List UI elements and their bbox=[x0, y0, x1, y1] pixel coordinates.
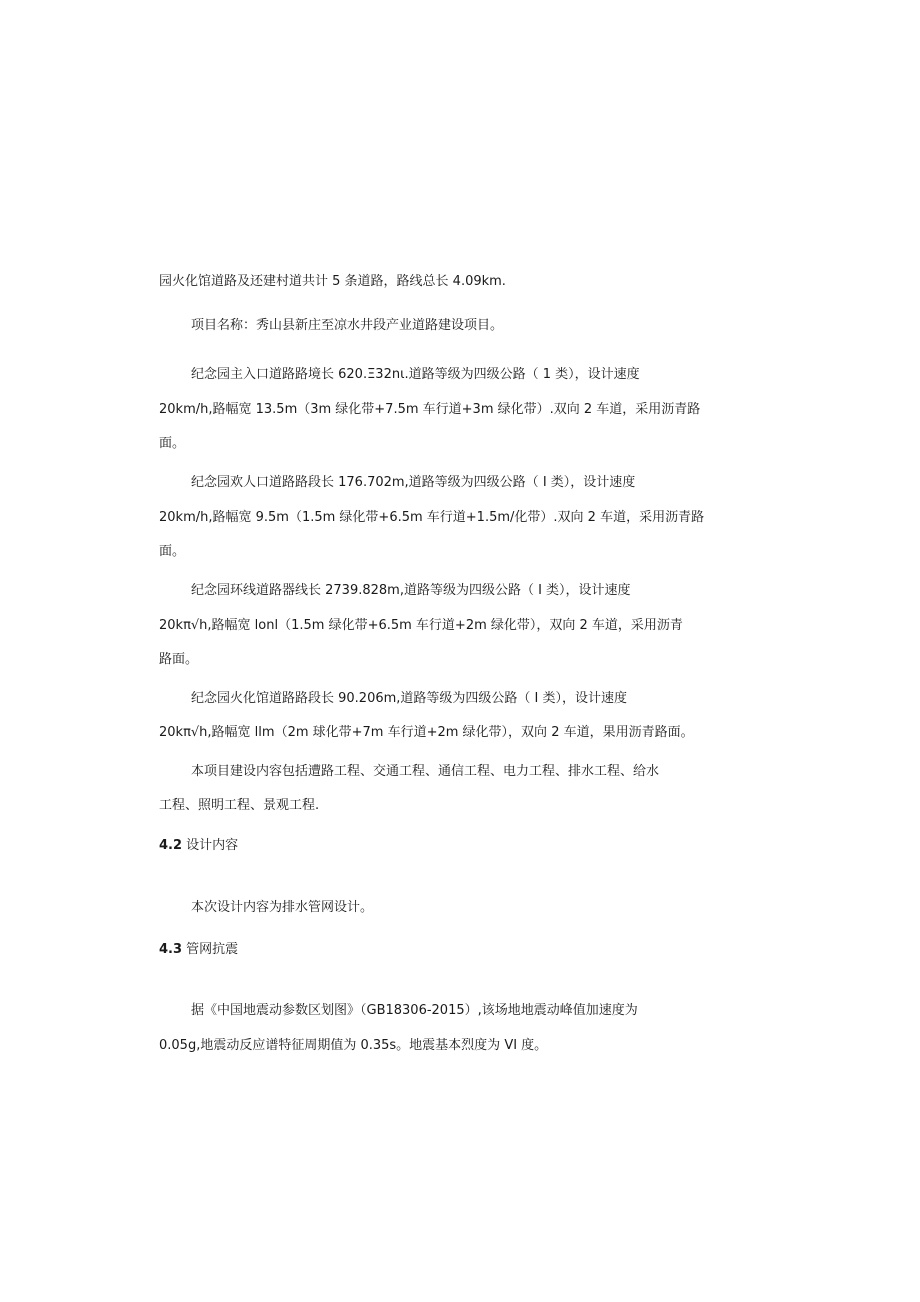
road2-line1: 纪念园欢人口道路路段长 176.702m,道路等级为四级公路（ I 类），设计速度 bbox=[191, 475, 636, 490]
section-4-2-number: 4.2 bbox=[159, 838, 183, 853]
intro-line: 园火化馆道路及还建村道共计 5 条道路，路线总长 4.09km. bbox=[159, 274, 506, 289]
section-4-3-line2: 0.05g,地震动反应谱特征周期值为 0.35s。地震基本烈度为 VI 度。 bbox=[159, 1038, 548, 1053]
road1-line1: 纪念园主入口道路路境长 620.Ξ32nι.道路等级为四级公路（ 1 类），设计速度 bbox=[191, 367, 640, 382]
section-4-2-heading bbox=[159, 837, 238, 855]
road1-line2: 20km/h,路幅宽 13.5m（3m 绿化带+7.5m 车行道+3m 绿化带）.双向 2 车道，采用沥青路 bbox=[159, 402, 701, 417]
scope-line1: 本项目建设内容包括遭路工程、交通工程、通信工程、电力工程、排水工程、给水 bbox=[191, 764, 660, 779]
section-4-3-line1: 据《中国地震动参数区划图》（GB18306-2015）,该场地地震动峰值加速度为 bbox=[191, 1003, 638, 1018]
road3-line1: 纪念园环线道路器线长 2739.828m,道路等级为四级公路（ I 类），设计速度 bbox=[191, 583, 631, 598]
section-4-3-heading bbox=[159, 941, 238, 959]
project-name-line: 项目名称：秀山县新庄至凉水井段产业道路建设项目。 bbox=[191, 318, 504, 333]
road4-line2: 20kπ√h,路幅宽 llm（2m 球化带+7m 车行道+2m 绿化带），双向 2 车道，果用沥青路面。 bbox=[159, 725, 694, 740]
section-4-2-title: 设计内容 bbox=[186, 838, 239, 853]
road2-line3: 面。 bbox=[159, 544, 186, 559]
section-4-3-title: 管网抗震 bbox=[186, 942, 239, 957]
road3-line3: 路面。 bbox=[159, 652, 199, 667]
road3-line2: 20kπ√h,路幅宽 lonl（1.5m 绿化带+6.5m 车行道+2m 绿化带），双向 2 车道，采用沥青 bbox=[159, 618, 683, 633]
road1-line3: 面。 bbox=[159, 436, 186, 451]
road2-line2: 20km/h,路幅宽 9.5m（1.5m 绿化带+6.5m 车行道+1.5m/化带）.双向 2 车道，采用沥青路 bbox=[159, 510, 705, 525]
section-4-3-number: 4.3 bbox=[159, 942, 183, 957]
road4-line1: 纪念园火化馆道路路段长 90.206m,道路等级为四级公路（ I 类），设计速度 bbox=[191, 691, 628, 706]
section-4-2-body: 本次设计内容为排水管网设计。 bbox=[191, 900, 374, 915]
scope-line2: 工程、照明工程、景观工程. bbox=[159, 798, 320, 813]
